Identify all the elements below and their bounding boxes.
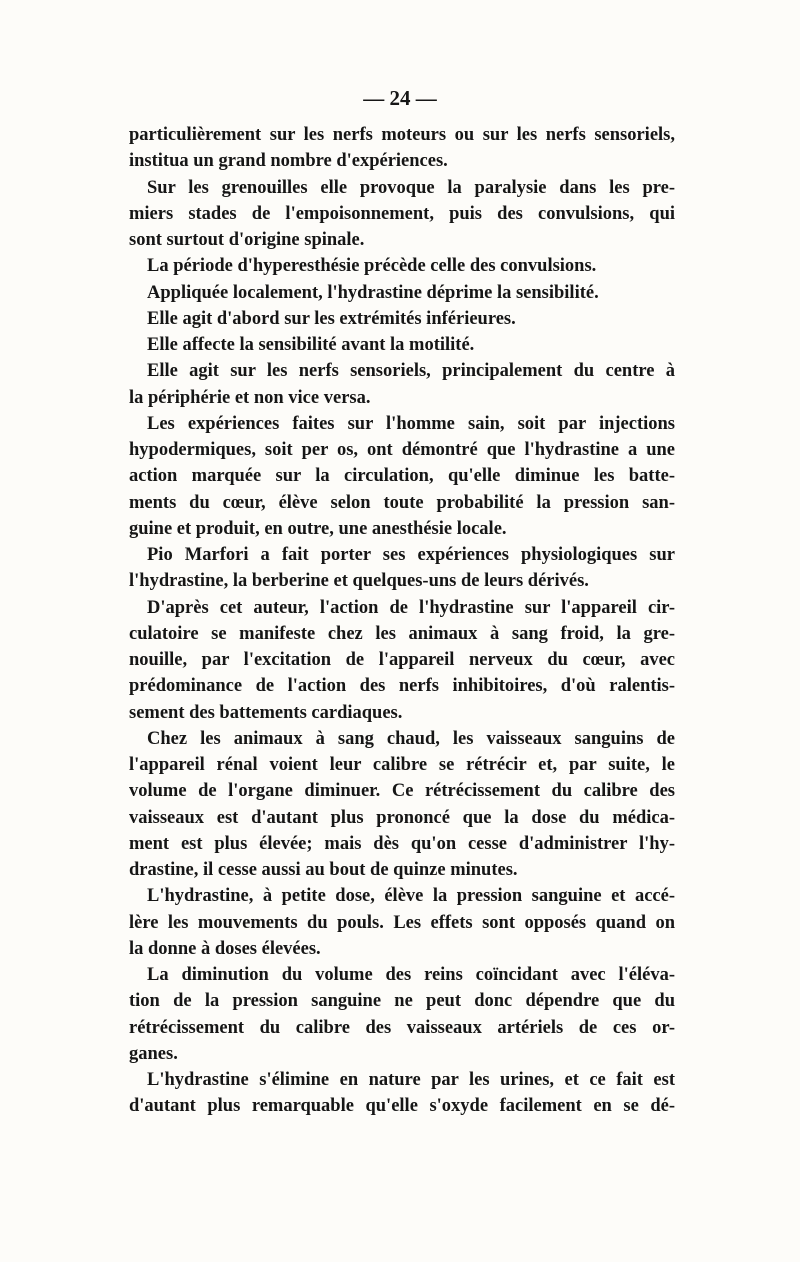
text-line: guine et produit, en outre, une anesthésie locale. xyxy=(129,518,507,539)
text-line: tion de la pression sanguine ne peut donc dépendre que du xyxy=(129,991,675,1012)
text-line: Chez les animaux à sang chaud, les vaisseaux sanguins de xyxy=(147,728,675,749)
text-line: Elle affecte la sensibilité avant la motilité. xyxy=(147,335,475,355)
text-line: Elle agit d'abord sur les extrémités inférieures. xyxy=(147,308,516,329)
text-line: L'hydrastine, à petite dose, élève la pression sanguine et accé- xyxy=(147,886,675,907)
text-line: Pio Marfori a fait porter ses expériences physiologiques sur xyxy=(147,545,675,565)
text-line: ganes. xyxy=(129,1043,178,1064)
text-line: La période d'hyperesthésie précède celle des convulsions. xyxy=(147,256,597,277)
text-line: La diminution du volume des reins coïncidant avec l'éléva- xyxy=(147,965,675,985)
text-line: nouille, par l'excitation de l'appareil nerveux du cœur, avec xyxy=(129,650,675,670)
text-line: Les expériences faites sur l'homme sain, soit par injections xyxy=(147,413,675,434)
text-line: la donne à doses élevées. xyxy=(129,938,321,959)
text-line: L'hydrastine s'élimine en nature par les urines, et ce fait est xyxy=(147,1070,675,1090)
text-line: culatoire se manifeste chez les animaux à sang froid, la gre- xyxy=(129,623,675,644)
text-line: d'autant plus remarquable qu'elle s'oxyde facilement en se dé- xyxy=(129,1096,675,1117)
text-line: rétrécissement du calibre des vaisseaux artériels de ces or- xyxy=(129,1017,675,1038)
text-line: ment est plus élevée; mais dès qu'on cesse d'administrer l'hy- xyxy=(129,833,675,854)
text-line: D'après cet auteur, l'action de l'hydrastine sur l'appareil cir- xyxy=(147,597,675,618)
text-line: hypodermiques, soit per os, ont démontré que l'hydrastine a une xyxy=(129,440,675,460)
text-line: sont surtout d'origine spinale. xyxy=(129,230,365,250)
body-text xyxy=(129,122,675,1120)
text-line: particulièrement sur les nerfs moteurs ou sur les nerfs sensoriels, xyxy=(129,125,675,145)
text-line: prédominance de l'action des nerfs inhibitoires, d'où ralentis- xyxy=(129,676,675,697)
text-line: volume de l'organe diminuer. Ce rétrécissement du calibre des xyxy=(129,781,675,802)
text-line: Appliquée localement, l'hydrastine déprime la sensibilité. xyxy=(147,282,599,303)
text-line: vaisseaux est d'autant plus prononcé que la dose du médica- xyxy=(129,807,675,828)
text-line: l'hydrastine, la berberine et quelques-uns de leurs dérivés. xyxy=(129,571,589,592)
text-line: la périphérie et non vice versa. xyxy=(129,387,371,408)
text-line: Elle agit sur les nerfs sensoriels, principalement du centre à xyxy=(147,361,675,382)
text-line: institua un grand nombre d'expériences. xyxy=(129,151,448,172)
text-line: miers stades de l'empoisonnement, puis des convulsions, qui xyxy=(129,203,675,224)
text-line: l'appareil rénal voient leur calibre se rétrécir et, par suite, le xyxy=(129,755,675,775)
text-line: Sur les grenouilles elle provoque la paralysie dans les pre- xyxy=(147,177,675,198)
text-line: drastine, il cesse aussi au bout de quinze minutes. xyxy=(129,860,518,880)
text-line: action marquée sur la circulation, qu'elle diminue les batte- xyxy=(129,466,675,487)
page-number: — 24 — xyxy=(363,86,437,110)
text-line: ments du cœur, élève selon toute probabilité la pression san- xyxy=(129,492,675,513)
text-line: lère les mouvements du pouls. Les effets sont opposés quand on xyxy=(129,912,675,933)
text-line: sement des battements cardiaques. xyxy=(129,702,403,723)
